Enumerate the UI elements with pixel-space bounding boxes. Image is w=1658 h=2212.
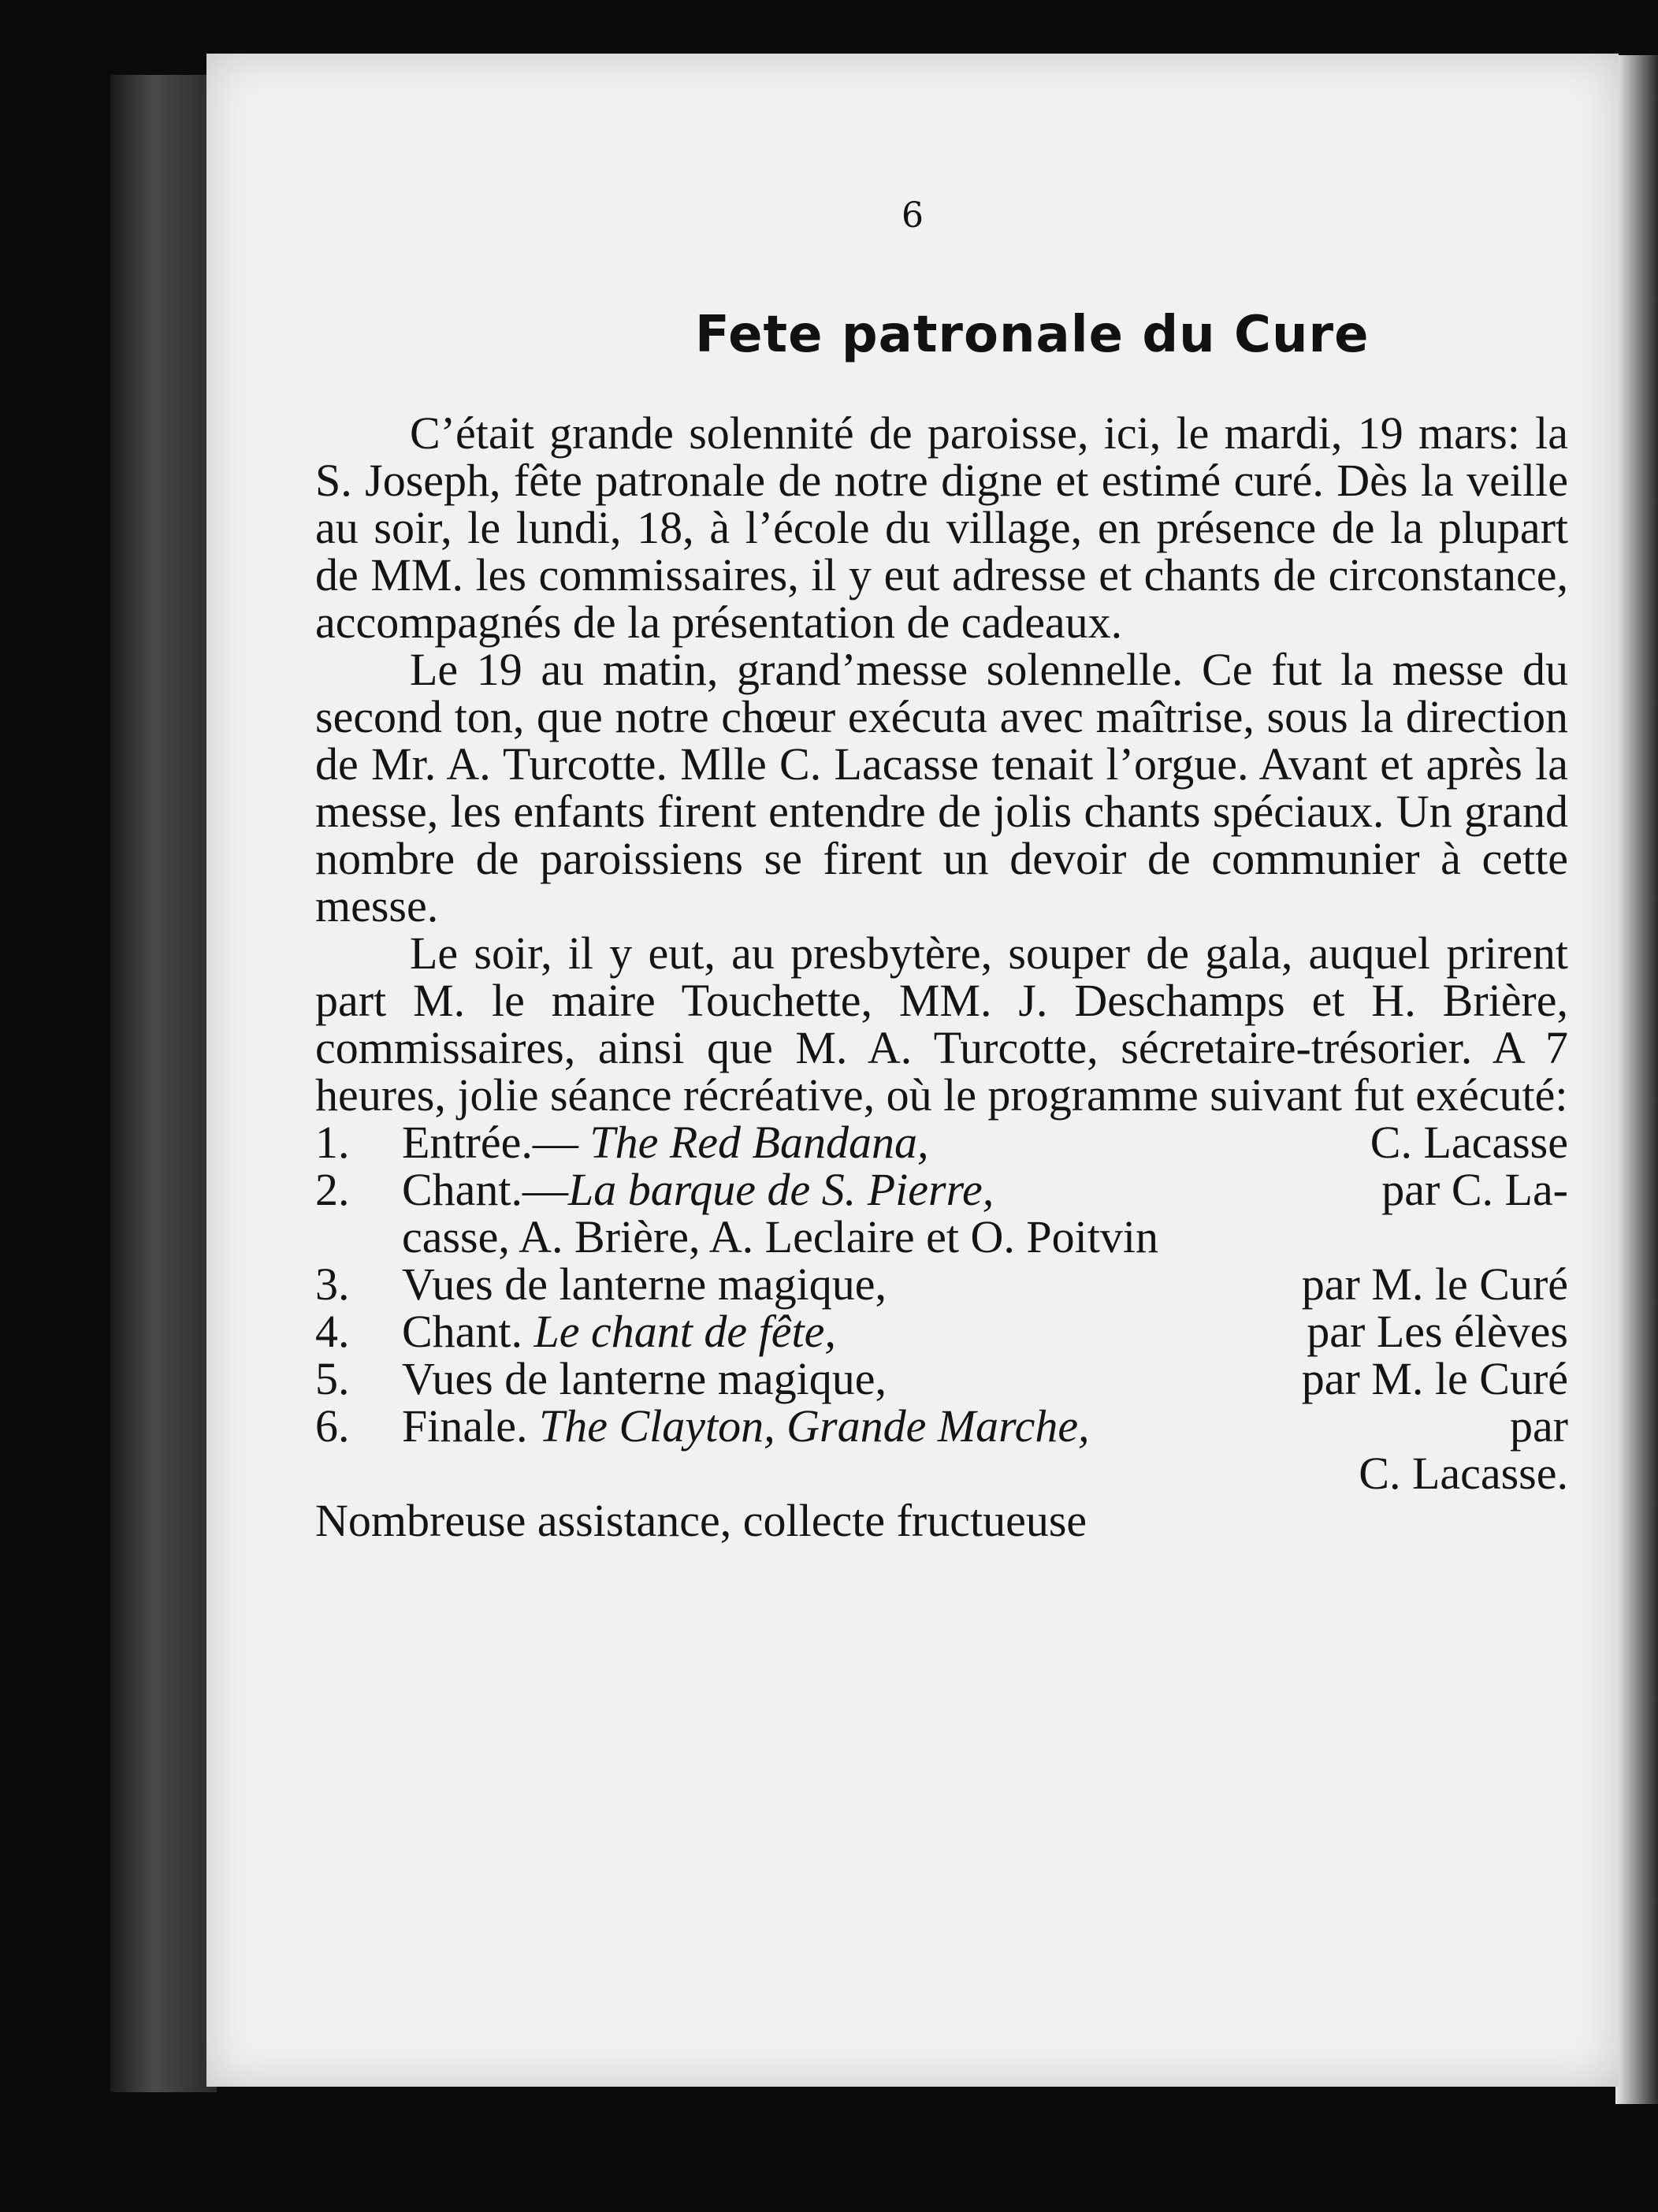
program-item-title: Entrée.— <box>402 1117 578 1168</box>
program-item-number: 1. <box>315 1117 350 1168</box>
program-item-continuation: C. Lacasse. <box>1359 1448 1568 1499</box>
program-item-number: 6. <box>315 1400 350 1452</box>
program-item <box>315 1119 1568 1166</box>
program-item-performer: par <box>1509 1400 1568 1452</box>
program-item-work: The Clayton, Grande Marche, <box>538 1400 1090 1452</box>
article-body <box>315 407 1568 1546</box>
program-item <box>315 1308 1568 1355</box>
program-item-performer: par M. le Curé <box>1301 1353 1568 1404</box>
paragraph-2: Le 19 au matin, grand’messe solennelle. Ce fut la messe du second ton, que notre chœur exécuta avec maîtrise, sous la direction de Mr. A. Turcotte. Mlle C. Lacasse tenait l’orgue. Avant et après la messe, les enfants firent entendre de jolis chants spéciaux. Un grand nombre de paroissiens se firent un devoir de communier à cette messe. <box>315 644 1568 931</box>
program-item-title: Vues de lanterne magique, <box>402 1258 887 1310</box>
program-item-performer: C. Lacasse <box>1370 1117 1568 1168</box>
program-item-title: Finale. <box>402 1400 528 1452</box>
program-item-number: 4. <box>315 1306 350 1357</box>
program-item-work: Le chant de fête, <box>533 1306 836 1357</box>
program-item-performer: par M. le Curé <box>1301 1258 1568 1310</box>
closing-line: Nombreuse assistance, collecte fructueuse <box>315 1495 1087 1546</box>
program-item-title: Chant. <box>402 1306 523 1357</box>
program-item-work: La barque de S. Pierre, <box>568 1164 994 1215</box>
program-item-performer: par Les élèves <box>1307 1306 1568 1357</box>
program-item <box>315 1258 1568 1310</box>
paragraph-1: C’était grande solennité de paroisse, ici, le mardi, 19 mars: la S. Joseph, fête patronale de notre digne et estimé curé. Dès la veille au soir, le lundi, 18, à l’école du village, en présence de la plupart de MM. les commissaires, il y eut adresse et chants de circonstance, accompagnés de la présentation de cadeaux. <box>315 407 1568 648</box>
program-item-number: 3. <box>315 1258 350 1310</box>
program-item <box>315 1166 1568 1261</box>
program-item-number: 5. <box>315 1353 350 1404</box>
page-number: 6 <box>901 195 924 236</box>
program-item-title: Chant.— <box>402 1164 569 1215</box>
program-item-performer: par C. La- <box>1381 1164 1568 1215</box>
program-item <box>315 1400 1568 1499</box>
scan-binding-shadow <box>110 75 217 2092</box>
program-item <box>315 1355 1568 1403</box>
paragraph-3: Le soir, il y eut, au presbytère, souper de gala, auquel prirent part M. le maire Touchette, MM. J. Deschamps et H. Brière, commissaires, ainsi que M. A. Turcotte, sécretaire-trésorier. A 7 heures, jolie séance récréative, où le programme suivant fut exécuté: <box>315 928 1568 1121</box>
program-item-title: Vues de lanterne magique, <box>402 1353 887 1404</box>
program-item-work: The Red Bandana, <box>589 1117 929 1168</box>
program-item-number: 2. <box>315 1164 350 1215</box>
program-item-continuation: casse, A. Brière, A. Leclaire et O. Poitvin <box>402 1211 1158 1262</box>
article-title: Fete patronale du Cure <box>695 306 1370 364</box>
program-list <box>315 1119 1568 1497</box>
